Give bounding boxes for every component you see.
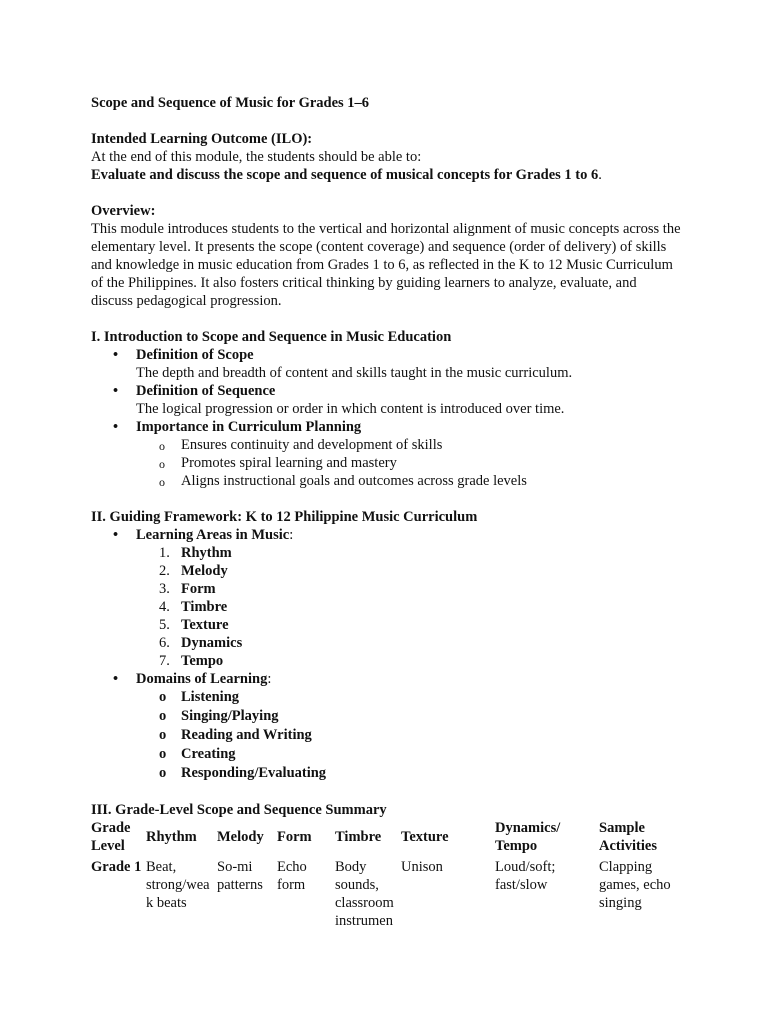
list-item: 1. Rhythm (159, 545, 232, 561)
list-item: o Aligns instructional goals and outcomes across grade levels (136, 472, 681, 490)
table-cell: Grade 1 (91, 859, 142, 875)
domains-label: Domains of Learning (136, 671, 268, 687)
list-item: o Reading and Writing (136, 726, 681, 745)
column-header: Sample Activities (599, 820, 657, 854)
list-item: o Ensures continuity and development of skills (136, 436, 681, 454)
learning-areas-list (136, 544, 681, 670)
list-item: o Listening (136, 688, 681, 707)
overview-heading: Overview: (91, 203, 156, 219)
sequence-definition-label: • Definition of Sequence (136, 383, 276, 399)
scope-definition-label: • Definition of Scope (136, 347, 254, 363)
section1-list (91, 346, 681, 436)
domains-list (136, 688, 681, 783)
overview-text: This module introduces students to the vertical and horizontal alignment of music concepts across the elementary level. It presents the scope (content coverage) and sequence (order of delivery) of skills and knowledge in music education from Grades 1 to 6, as reflected in the K to 12 Music Curriculum of the Philippines. It also fosters critical thinking by guiding learners to analyze, evaluate, and discuss pedagogical progression. (91, 221, 681, 309)
list-item: 7. Tempo (159, 653, 224, 669)
section1-heading: I. Introduction to Scope and Sequence in Music Education (91, 329, 452, 345)
column-header: Form (277, 829, 312, 845)
table-cell: So-mi patterns (217, 859, 263, 893)
list-item: o Responding/Evaluating (136, 764, 681, 783)
ilo-intro: At the end of this module, the students should be able to: (91, 149, 422, 165)
section3-heading: III. Grade-Level Scope and Sequence Summary (91, 802, 387, 818)
column-header: Dynamics/ Tempo (495, 820, 561, 854)
table-cell: Echo form (277, 859, 307, 893)
table-row (91, 858, 681, 930)
ilo-outcome: Evaluate and discuss the scope and sequence of musical concepts for Grades 1 to 6 (91, 167, 599, 183)
scope-sequence-table (91, 819, 681, 930)
colon: : (289, 527, 294, 543)
list-item (91, 418, 681, 436)
list-item: o Creating (136, 745, 681, 764)
list-item: 3. Form (159, 581, 216, 597)
section2-list (91, 526, 681, 544)
ilo-outcome-line (91, 166, 681, 184)
table-header-row (91, 819, 681, 858)
section2-heading: II. Guiding Framework: K to 12 Philippine Music Curriculum (91, 509, 478, 525)
importance-list (136, 436, 681, 490)
column-header: Rhythm (146, 829, 197, 845)
list-item (91, 526, 681, 544)
column-header: Timbre (335, 829, 382, 845)
colon: : (267, 671, 272, 687)
list-item: 2. Melody (159, 563, 228, 579)
table-cell: Body sounds, classroom instrumen (335, 859, 394, 929)
ilo-heading: Intended Learning Outcome (ILO): (91, 131, 313, 147)
list-item: 5. Texture (159, 617, 229, 633)
list-item: 4. Timbre (159, 599, 228, 615)
scope-definition-text: The depth and breadth of content and skills taught in the music curriculum. (136, 365, 573, 381)
list-item: o Promotes spiral learning and mastery (136, 454, 681, 472)
document-page (91, 94, 681, 930)
list-item: o Singing/Playing (136, 707, 681, 726)
importance-label: • Importance in Curriculum Planning (136, 419, 362, 435)
document-title: Scope and Sequence of Music for Grades 1–6 (91, 95, 370, 111)
column-header: Grade Level (91, 820, 131, 854)
table-cell: Loud/soft; fast/slow (495, 859, 556, 893)
list-item (91, 346, 681, 382)
table-cell: Unison (401, 859, 443, 875)
list-item: 6. Dynamics (159, 635, 243, 651)
list-item (91, 670, 681, 688)
table-cell: Beat, strong/wea k beats (146, 859, 210, 911)
column-header: Texture (401, 829, 449, 845)
column-header: Melody (217, 829, 264, 845)
sequence-definition-text: The logical progression or order in which content is introduced over time. (136, 401, 565, 417)
learning-areas-label: Learning Areas in Music (136, 527, 290, 543)
ilo-period: . (598, 167, 602, 183)
list-item (91, 382, 681, 418)
section2-list-2 (91, 670, 681, 688)
table-cell: Clapping games, echo singing (599, 859, 671, 911)
